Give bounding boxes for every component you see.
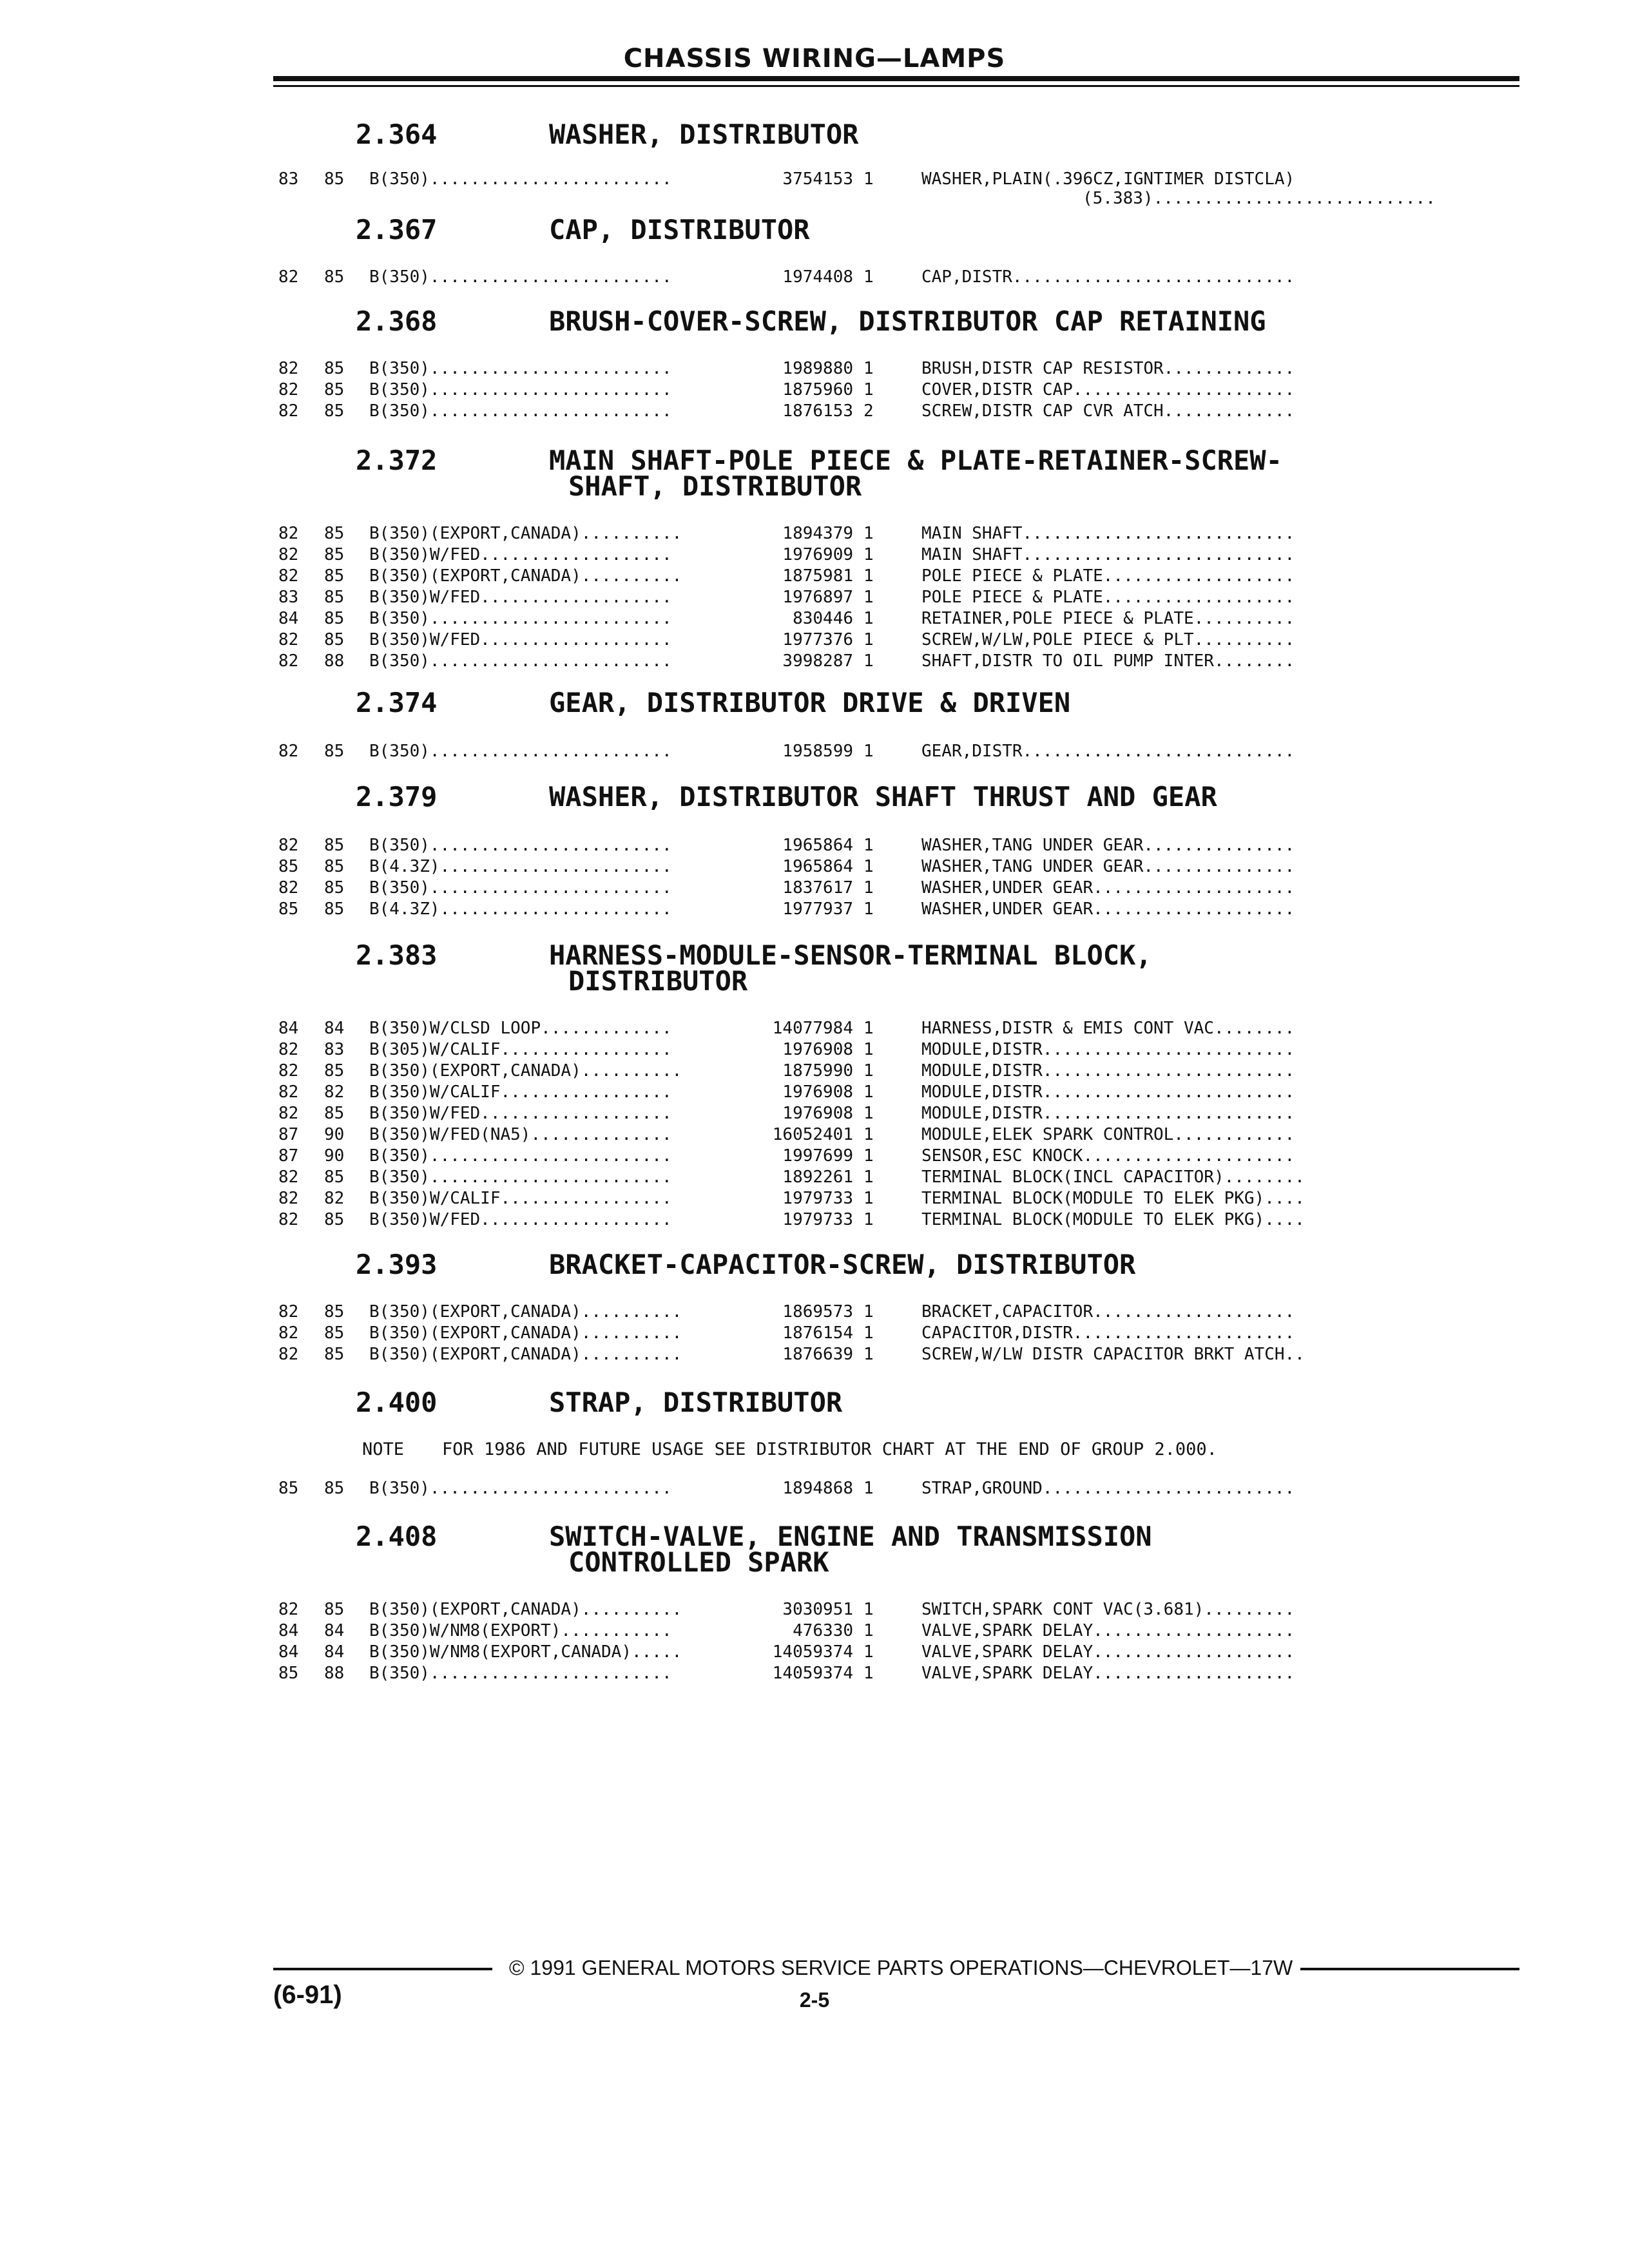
part-number: 1989880	[782, 359, 853, 378]
year-from: 82	[278, 380, 299, 399]
part-number: 1894379	[782, 524, 853, 543]
model-application: B(350)........................	[369, 380, 672, 399]
part-description: BRUSH,DISTR CAP RESISTOR.............	[921, 359, 1295, 378]
section-title-continued: CONTROLLED SPARK	[568, 1546, 829, 1578]
table-row	[0, 1124, 1629, 1146]
part-description: SWITCH,SPARK CONT VAC(3.681).........	[921, 1600, 1295, 1619]
table-row	[0, 1620, 1629, 1642]
quantity: 1	[863, 1082, 874, 1102]
part-number: 1837617	[782, 878, 853, 898]
year-from: 82	[278, 267, 299, 287]
year-from: 82	[278, 359, 299, 378]
part-description: MODULE,DISTR.........................	[921, 1040, 1295, 1059]
year-from: 83	[278, 169, 299, 189]
quantity: 1	[863, 1302, 874, 1321]
model-application: B(350)........................	[369, 878, 672, 898]
part-number: 1976908	[782, 1104, 853, 1123]
part-description: BRACKET,CAPACITOR....................	[921, 1302, 1295, 1321]
model-application: B(350)........................	[369, 1664, 672, 1683]
model-application: B(350)W/FED...................	[369, 588, 672, 607]
table-row	[0, 651, 1629, 672]
part-description: MAIN SHAFT...........................	[921, 524, 1295, 543]
model-application: B(350)........................	[369, 1168, 672, 1187]
model-application: B(350)W/FED...................	[369, 545, 672, 564]
year-to: 85	[324, 1210, 345, 1229]
year-from: 82	[278, 630, 299, 649]
model-application: B(350)(EXPORT,CANADA)..........	[369, 566, 682, 586]
header-rule-thin	[273, 85, 1519, 87]
part-number: 1976897	[782, 588, 853, 607]
year-to: 82	[324, 1189, 345, 1208]
year-to: 85	[324, 1061, 345, 1081]
year-to: 85	[324, 857, 345, 876]
part-number: 3030951	[782, 1600, 853, 1619]
model-application: B(305)W/CALIF.................	[369, 1040, 672, 1059]
year-to: 85	[324, 1104, 345, 1123]
year-from: 85	[278, 1479, 299, 1498]
model-application: B(350)W/CALIF.................	[369, 1082, 672, 1102]
table-row	[0, 267, 1629, 288]
table-row	[0, 1642, 1629, 1663]
part-number: 1876639	[782, 1345, 853, 1364]
quantity: 1	[863, 1479, 874, 1498]
year-to: 85	[324, 1600, 345, 1619]
year-from: 83	[278, 588, 299, 607]
part-description: SHAFT,DISTR TO OIL PUMP INTER........	[921, 651, 1295, 671]
table-row	[0, 1599, 1629, 1620]
part-description: TERMINAL BLOCK(INCL CAPACITOR)........	[921, 1168, 1305, 1187]
table-row	[0, 358, 1629, 380]
section-title: HARNESS-MODULE-SENSOR-TERMINAL BLOCK,	[549, 939, 1152, 971]
year-to: 85	[324, 545, 345, 564]
part-description: POLE PIECE & PLATE...................	[921, 566, 1295, 586]
table-row	[0, 1146, 1629, 1167]
table-row	[0, 1061, 1629, 1082]
year-from: 82	[278, 651, 299, 671]
quantity: 1	[863, 1104, 874, 1123]
year-to: 85	[324, 566, 345, 586]
quantity: 1	[863, 1019, 874, 1038]
part-description: TERMINAL BLOCK(MODULE TO ELEK PKG)....	[921, 1189, 1305, 1208]
part-description: SENSOR,ESC KNOCK.....................	[921, 1146, 1295, 1166]
footer-date: (6-91)	[273, 1981, 342, 2009]
part-number: 1875990	[782, 1061, 853, 1081]
section-title: STRAP, DISTRIBUTOR	[549, 1387, 843, 1418]
model-application: B(350)........................	[369, 1479, 672, 1498]
page-title: CHASSIS WIRING—LAMPS	[623, 44, 1006, 73]
year-to: 88	[324, 1664, 345, 1683]
section-title: SWITCH-VALVE, ENGINE AND TRANSMISSION	[549, 1521, 1152, 1552]
year-to: 85	[324, 1323, 345, 1343]
quantity: 1	[863, 1125, 874, 1144]
year-to: 90	[324, 1125, 345, 1144]
model-application: B(350)W/NM8(EXPORT,CANADA).....	[369, 1642, 682, 1662]
quantity: 2	[863, 401, 874, 421]
year-to: 85	[324, 359, 345, 378]
model-application: B(350)........................	[369, 836, 672, 855]
year-to: 84	[324, 1621, 345, 1640]
quantity: 1	[863, 1664, 874, 1683]
year-from: 82	[278, 1168, 299, 1187]
year-to: 88	[324, 651, 345, 671]
table-row	[0, 1344, 1629, 1365]
year-from: 82	[278, 1104, 299, 1123]
part-description: MODULE,DISTR.........................	[921, 1104, 1295, 1123]
part-description: SCREW,W/LW DISTR CAPACITOR BRKT ATCH..	[921, 1345, 1305, 1364]
part-description: VALVE,SPARK DELAY....................	[921, 1642, 1295, 1662]
part-number: 14059374	[772, 1664, 853, 1683]
quantity: 1	[863, 588, 874, 607]
part-number: 1876154	[782, 1323, 853, 1343]
model-application: B(350)W/CLSD LOOP.............	[369, 1019, 672, 1038]
quantity: 1	[863, 836, 874, 855]
quantity: 1	[863, 1345, 874, 1364]
model-application: B(350)W/FED...................	[369, 630, 672, 649]
part-number: 1974408	[782, 267, 853, 287]
model-application: B(350)W/FED(NA5)..............	[369, 1125, 672, 1144]
year-to: 84	[324, 1019, 345, 1038]
year-from: 87	[278, 1125, 299, 1144]
year-from: 82	[278, 1189, 299, 1208]
header-rule	[273, 76, 1519, 81]
part-description: WASHER,TANG UNDER GEAR...............	[921, 857, 1295, 876]
section-number: 2.372	[356, 445, 438, 476]
part-number: 1997699	[782, 1146, 853, 1166]
year-from: 82	[278, 1061, 299, 1081]
year-to: 85	[324, 630, 345, 649]
quantity: 1	[863, 1210, 874, 1229]
quantity: 1	[863, 878, 874, 898]
model-application: B(350)W/FED...................	[369, 1210, 672, 1229]
section-title: MAIN SHAFT-POLE PIECE & PLATE-RETAINER-SCREW-	[549, 445, 1282, 476]
year-from: 82	[278, 566, 299, 586]
year-from: 84	[278, 1019, 299, 1038]
page-number: 2-5	[799, 1988, 830, 2012]
quantity: 1	[863, 1323, 874, 1343]
part-description: TERMINAL BLOCK(MODULE TO ELEK PKG)....	[921, 1210, 1305, 1229]
part-description: MODULE,ELEK SPARK CONTROL............	[921, 1125, 1295, 1144]
part-description: VALVE,SPARK DELAY....................	[921, 1664, 1295, 1683]
year-to: 85	[324, 588, 345, 607]
year-to: 90	[324, 1146, 345, 1166]
part-number: 1976908	[782, 1040, 853, 1059]
part-number: 1976909	[782, 545, 853, 564]
table-row	[0, 1302, 1629, 1323]
quantity: 1	[863, 1189, 874, 1208]
note-label: NOTE	[362, 1439, 405, 1459]
year-from: 85	[278, 1664, 299, 1683]
model-application: B(350)(EXPORT,CANADA)..........	[369, 1600, 682, 1619]
quantity: 1	[863, 1642, 874, 1662]
year-from: 82	[278, 878, 299, 898]
quantity: 1	[863, 609, 874, 628]
quantity: 1	[863, 651, 874, 671]
year-from: 82	[278, 1210, 299, 1229]
year-from: 82	[278, 836, 299, 855]
year-to: 85	[324, 169, 345, 189]
table-row	[0, 1103, 1629, 1124]
part-description: WASHER,UNDER GEAR....................	[921, 899, 1295, 919]
quantity: 1	[863, 1168, 874, 1187]
part-description: WASHER,PLAIN(.396CZ,IGNTIMER DISTCLA)	[921, 169, 1295, 189]
model-application: B(350)........................	[369, 359, 672, 378]
footer-rule-left	[273, 1968, 492, 1970]
section-title-continued: DISTRIBUTOR	[568, 965, 748, 997]
table-row	[0, 1039, 1629, 1061]
note-text: FOR 1986 AND FUTURE USAGE SEE DISTRIBUTOR CHART AT THE END OF GROUP 2.000.	[442, 1439, 1217, 1459]
part-description-continued: (5.383)............................	[1083, 189, 1436, 208]
year-to: 83	[324, 1040, 345, 1059]
year-from: 82	[278, 401, 299, 421]
model-application: B(350)........................	[369, 1146, 672, 1166]
model-application: B(350)(EXPORT,CANADA)..........	[369, 1345, 682, 1364]
year-to: 85	[324, 401, 345, 421]
section-title: WASHER, DISTRIBUTOR	[549, 119, 859, 150]
part-number: 3998287	[782, 651, 853, 671]
table-row	[0, 1478, 1629, 1499]
part-number: 1977937	[782, 899, 853, 919]
part-number: 1894868	[782, 1479, 853, 1498]
year-to: 82	[324, 1082, 345, 1102]
part-description: POLE PIECE & PLATE...................	[921, 588, 1295, 607]
model-application: B(350)(EXPORT,CANADA)..........	[369, 1061, 682, 1081]
quantity: 1	[863, 1061, 874, 1081]
section-number: 2.408	[356, 1521, 438, 1552]
part-description: STRAP,GROUND.........................	[921, 1479, 1295, 1498]
table-row	[0, 544, 1629, 566]
part-number: 3754153	[782, 169, 853, 189]
table-row	[0, 835, 1629, 856]
table-row	[0, 587, 1629, 608]
quantity: 1	[863, 566, 874, 586]
quantity: 1	[863, 1621, 874, 1640]
part-description: CAPACITOR,DISTR......................	[921, 1323, 1295, 1343]
part-description: RETAINER,POLE PIECE & PLATE..........	[921, 609, 1295, 628]
table-row	[0, 380, 1629, 401]
year-from: 82	[278, 1082, 299, 1102]
section-number: 2.393	[356, 1249, 438, 1280]
part-number: 14059374	[772, 1642, 853, 1662]
model-application: B(350)........................	[369, 609, 672, 628]
year-to: 85	[324, 878, 345, 898]
model-application: B(350)W/NM8(EXPORT)...........	[369, 1621, 672, 1640]
year-from: 82	[278, 1040, 299, 1059]
part-description: SCREW,W/LW,POLE PIECE & PLT..........	[921, 630, 1295, 649]
part-number: 1958599	[782, 742, 853, 761]
part-description: WASHER,TANG UNDER GEAR...............	[921, 836, 1295, 855]
table-row	[0, 566, 1629, 587]
footer-copyright: © 1991 GENERAL MOTORS SERVICE PARTS OPERATIONS—CHEVROLET—17W	[509, 1956, 1293, 1979]
section-number: 2.364	[356, 119, 438, 150]
model-application: B(350)(EXPORT,CANADA)..........	[369, 524, 682, 543]
year-to: 85	[324, 1345, 345, 1364]
year-from: 84	[278, 1642, 299, 1662]
section-title: CAP, DISTRIBUTOR	[549, 214, 810, 245]
section-number: 2.374	[356, 687, 438, 718]
quantity: 1	[863, 359, 874, 378]
part-number: 1965864	[782, 857, 853, 876]
part-description: VALVE,SPARK DELAY....................	[921, 1621, 1295, 1640]
section-title-continued: SHAFT, DISTRIBUTOR	[568, 470, 862, 502]
year-to: 85	[324, 380, 345, 399]
quantity: 1	[863, 380, 874, 399]
quantity: 1	[863, 857, 874, 876]
table-row	[0, 741, 1629, 762]
section-title: BRACKET-CAPACITOR-SCREW, DISTRIBUTOR	[549, 1249, 1136, 1280]
part-description: GEAR,DISTR...........................	[921, 742, 1295, 761]
year-to: 85	[324, 742, 345, 761]
model-application: B(350)W/CALIF.................	[369, 1189, 672, 1208]
model-application: B(4.3Z).......................	[369, 899, 672, 919]
table-row	[0, 1209, 1629, 1231]
part-description: COVER,DISTR CAP......................	[921, 380, 1295, 399]
year-to: 85	[324, 267, 345, 287]
model-application: B(350)(EXPORT,CANADA)..........	[369, 1323, 682, 1343]
part-number: 1869573	[782, 1302, 853, 1321]
model-application: B(350)(EXPORT,CANADA)..........	[369, 1302, 682, 1321]
section-title: GEAR, DISTRIBUTOR DRIVE & DRIVEN	[549, 687, 1071, 718]
year-to: 85	[324, 609, 345, 628]
table-row	[0, 899, 1629, 920]
model-application: B(350)W/FED...................	[369, 1104, 672, 1123]
part-description: WASHER,UNDER GEAR....................	[921, 878, 1295, 898]
quantity: 1	[863, 742, 874, 761]
model-application: B(4.3Z).......................	[369, 857, 672, 876]
table-row	[0, 1167, 1629, 1188]
part-number: 1875960	[782, 380, 853, 399]
part-number: 1876153	[782, 401, 853, 421]
year-from: 82	[278, 1302, 299, 1321]
part-description: MODULE,DISTR.........................	[921, 1061, 1295, 1081]
model-application: B(350)........................	[369, 169, 672, 189]
section-title: WASHER, DISTRIBUTOR SHAFT THRUST AND GEAR	[549, 781, 1217, 812]
part-number: 1979733	[782, 1189, 853, 1208]
part-number: 14077984	[772, 1019, 853, 1038]
section-title: BRUSH-COVER-SCREW, DISTRIBUTOR CAP RETAINING	[549, 305, 1266, 337]
year-to: 85	[324, 1479, 345, 1498]
year-to: 85	[324, 899, 345, 919]
table-row	[0, 1663, 1629, 1684]
part-description: HARNESS,DISTR & EMIS CONT VAC........	[921, 1019, 1295, 1038]
model-application: B(350)........................	[369, 651, 672, 671]
part-number: 16052401	[772, 1125, 853, 1144]
year-from: 82	[278, 1323, 299, 1343]
table-row	[0, 523, 1629, 544]
quantity: 1	[863, 1040, 874, 1059]
section-number: 2.400	[356, 1387, 438, 1418]
table-row	[0, 1082, 1629, 1103]
part-number: 1892261	[782, 1168, 853, 1187]
table-row	[0, 1323, 1629, 1344]
part-number: 1965864	[782, 836, 853, 855]
year-to: 85	[324, 1302, 345, 1321]
year-to: 84	[324, 1642, 345, 1662]
table-row	[0, 629, 1629, 651]
quantity: 1	[863, 267, 874, 287]
section-number: 2.379	[356, 781, 438, 812]
quantity: 1	[863, 169, 874, 189]
quantity: 1	[863, 630, 874, 649]
table-row	[0, 608, 1629, 629]
quantity: 1	[863, 899, 874, 919]
year-to: 85	[324, 836, 345, 855]
part-number: 1976908	[782, 1082, 853, 1102]
table-row	[0, 1018, 1629, 1039]
table-row	[0, 856, 1629, 878]
part-number: 1977376	[782, 630, 853, 649]
year-from: 85	[278, 899, 299, 919]
table-row	[0, 401, 1629, 422]
table-row	[0, 878, 1629, 899]
year-from: 82	[278, 1600, 299, 1619]
year-from: 82	[278, 742, 299, 761]
part-description: MODULE,DISTR.........................	[921, 1082, 1295, 1102]
year-from: 84	[278, 609, 299, 628]
year-from: 87	[278, 1146, 299, 1166]
year-from: 85	[278, 857, 299, 876]
part-number: 830446	[793, 609, 853, 628]
year-from: 82	[278, 1345, 299, 1364]
model-application: B(350)........................	[369, 742, 672, 761]
model-application: B(350)........................	[369, 401, 672, 421]
footer-rule-right	[1300, 1968, 1519, 1970]
part-number: 1875981	[782, 566, 853, 586]
table-row	[0, 169, 1629, 190]
quantity: 1	[863, 1146, 874, 1166]
section-number: 2.383	[356, 939, 438, 971]
table-row	[0, 1188, 1629, 1209]
year-to: 85	[324, 524, 345, 543]
quantity: 1	[863, 545, 874, 564]
year-from: 84	[278, 1621, 299, 1640]
section-number: 2.368	[356, 305, 438, 337]
part-description: SCREW,DISTR CAP CVR ATCH.............	[921, 401, 1295, 421]
year-from: 82	[278, 524, 299, 543]
quantity: 1	[863, 524, 874, 543]
section-number: 2.367	[356, 214, 438, 245]
quantity: 1	[863, 1600, 874, 1619]
part-description: MAIN SHAFT...........................	[921, 545, 1295, 564]
part-number: 476330	[793, 1621, 853, 1640]
year-from: 82	[278, 545, 299, 564]
model-application: B(350)........................	[369, 267, 672, 287]
part-description: CAP,DISTR............................	[921, 267, 1295, 287]
year-to: 85	[324, 1168, 345, 1187]
part-number: 1979733	[782, 1210, 853, 1229]
